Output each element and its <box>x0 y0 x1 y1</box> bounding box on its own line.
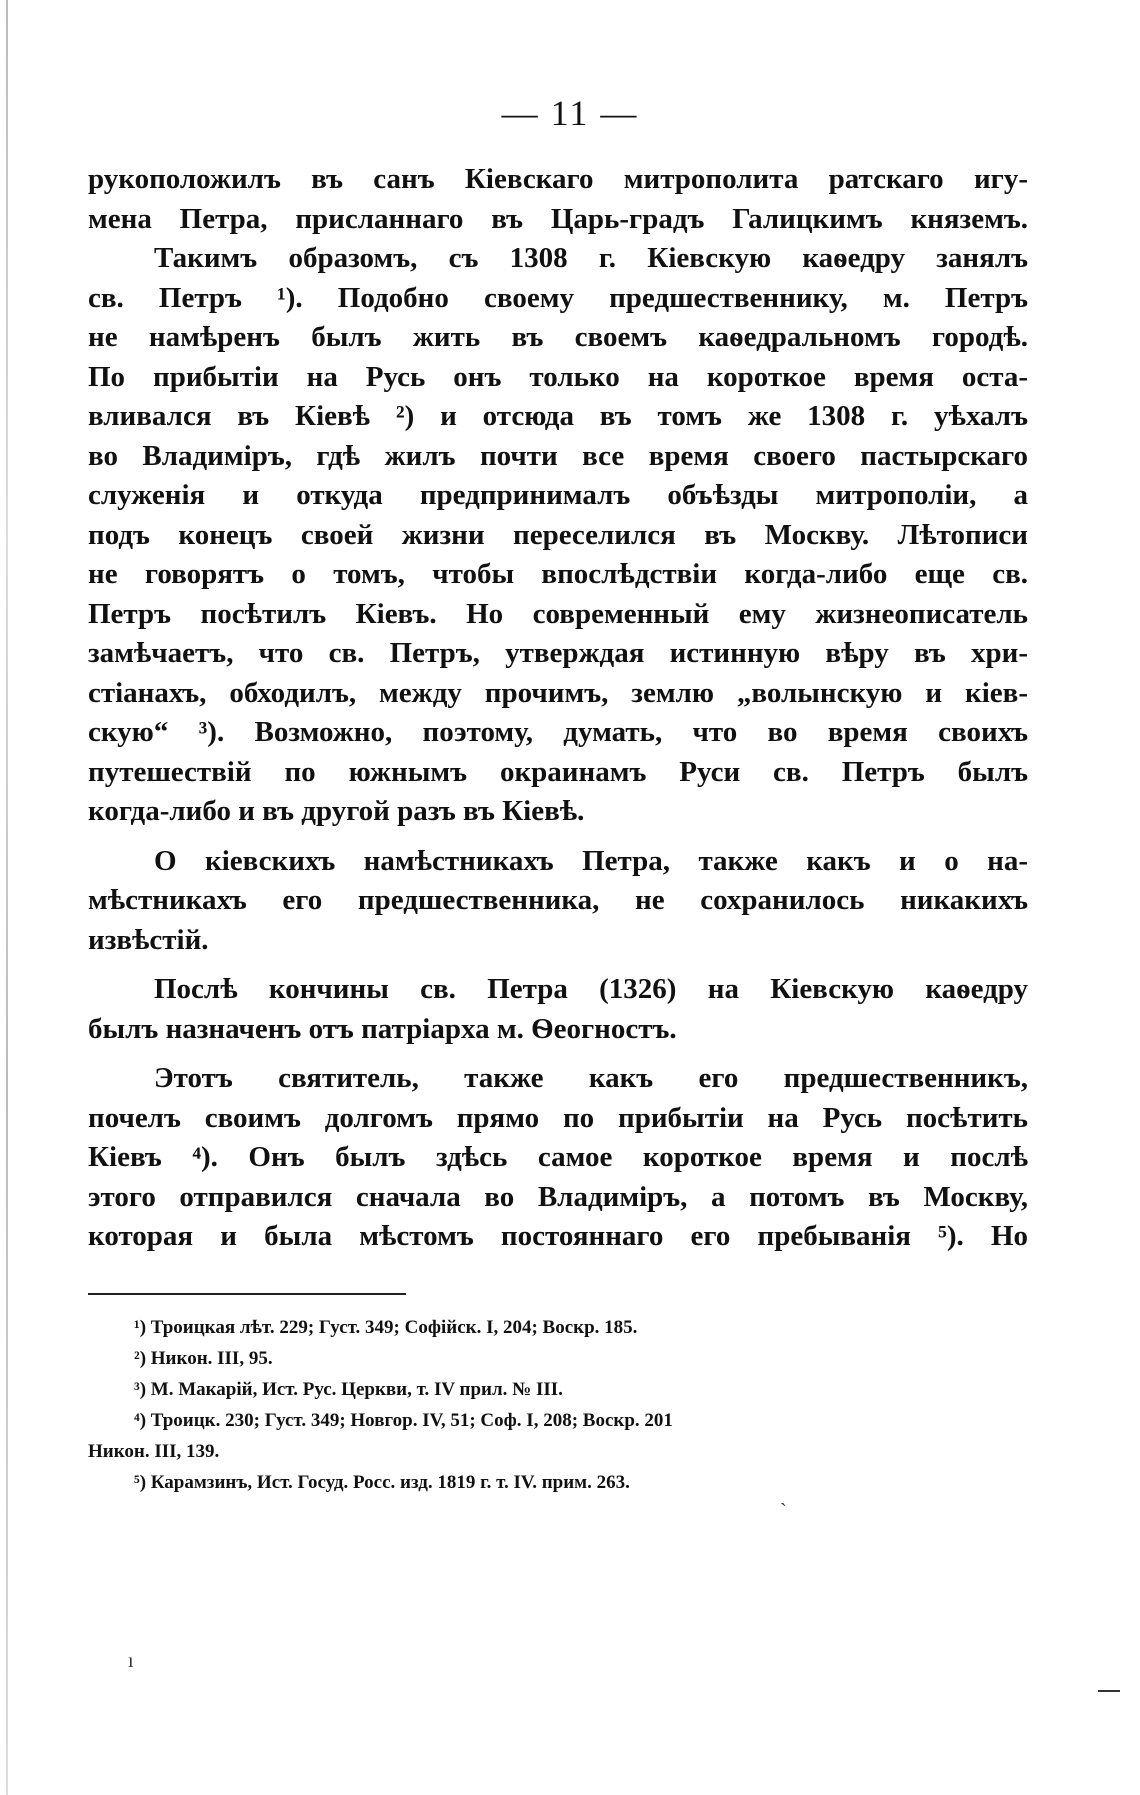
text-line: не намѣренъ былъ жить въ своемъ каѳедральномъ городѣ. <box>88 321 1028 353</box>
text-line: По прибытіи на Русь онъ только на короткое время оста- <box>88 360 1028 393</box>
text-line: во Владиміръ, гдѣ жилъ почти все время своего пастырскаго <box>88 439 1028 472</box>
scan-speck <box>1098 1690 1120 1692</box>
text-line: извѣстій. <box>88 923 209 956</box>
text-line: когда-либо и въ другой разъ въ Кіевѣ. <box>88 795 585 827</box>
text-line: стіанахъ, обходилъ, между прочимъ, землю „волынскую и кіев- <box>88 676 1028 709</box>
text-line: скую“ ³). Возможно, поэтому, думать, что во время своихъ <box>88 716 1028 748</box>
footnote-continuation: Никон. III, 139. <box>88 1441 220 1462</box>
text-line: былъ назначенъ отъ патріарха м. Ѳеогностъ. <box>88 1012 677 1045</box>
paragraph-start: О кіевскихъ намѣстникахъ Петра, также какъ и о на- <box>154 844 1028 877</box>
text-line: этого отправился сначала во Владиміръ, а потомъ въ Москву, <box>88 1180 1028 1213</box>
scan-speck: ` <box>780 1500 787 1522</box>
footnotes <box>88 1312 1028 1498</box>
text-line: мена Петра, присланнаго въ Царь-градъ Галицкимъ княземъ. <box>88 202 1028 235</box>
body-text <box>88 160 1028 1257</box>
text-line: служенія и откуда предпринималъ объѣзды митрополіи, а <box>88 479 1028 511</box>
scan-speck: ı <box>128 1650 134 1672</box>
footnote: ¹) Троицкая лѣт. 229; Густ. 349; Софійск. I, 204; Воскр. 185. <box>134 1317 638 1338</box>
text-line: путешествій по южнымъ окраинамъ Руси св. Петръ былъ <box>88 755 1028 788</box>
text-line: которая и была мѣстомъ постояннаго его пребыванія ⁵). Но <box>88 1220 1028 1252</box>
footnote: ⁴) Троицк. 230; Густ. 349; Новгор. IV, 51; Соф. I, 208; Воскр. 201 <box>134 1410 673 1431</box>
text-line: вливался въ Кіевѣ ²) и отсюда въ томъ же 1308 г. уѣхалъ <box>88 400 1028 432</box>
scan-edge <box>6 0 8 1795</box>
footnote-rule <box>88 1293 406 1295</box>
paragraph-start: Такимъ образомъ, съ 1308 г. Кіевскую каѳедру занялъ <box>154 242 1028 274</box>
text-line: замѣчаетъ, что св. Петръ, утверждая истинную вѣру въ хри- <box>88 637 1028 669</box>
text-line: мѣстникахъ его предшественника, не сохранилось никакихъ <box>88 884 1028 916</box>
footnote: ²) Никон. III, 95. <box>134 1348 273 1369</box>
text-line: св. Петръ ¹). Подобно своему предшественнику, м. Петръ <box>88 281 1028 314</box>
footnote: ⁵) Карамзинъ, Ист. Госуд. Росс. изд. 1819 г. т. IV. прим. 263. <box>134 1472 630 1493</box>
paragraph-start: Послѣ кончины св. Петра (1326) на Кіевскую каѳедру <box>154 973 1028 1005</box>
text-line: Петръ посѣтилъ Кіевъ. Но современный ему жизнеописатель <box>88 597 1028 630</box>
page-number: — 11 — <box>501 93 639 133</box>
paragraph-start: Этотъ святитель, также какъ его предшественникъ, <box>154 1062 1028 1094</box>
text-line: подъ конецъ своей жизни переселился въ Москву. Лѣтописи <box>88 518 1028 551</box>
text-line: почелъ своимъ долгомъ прямо по прибытіи на Русь посѣтить <box>88 1101 1028 1134</box>
text-line: не говорятъ о томъ, чтобы впослѣдствіи когда-либо еще св. <box>88 558 1028 590</box>
footnote: ³) М. Макарій, Ист. Рус. Церкви, т. IV прил. № III. <box>134 1379 563 1400</box>
text-line: Кіевъ ⁴). Онъ былъ здѣсь самое короткое время и послѣ <box>88 1141 1028 1173</box>
text-line: рукоположилъ въ санъ Кіевскаго митрополита ратскаго игу- <box>88 163 1028 195</box>
